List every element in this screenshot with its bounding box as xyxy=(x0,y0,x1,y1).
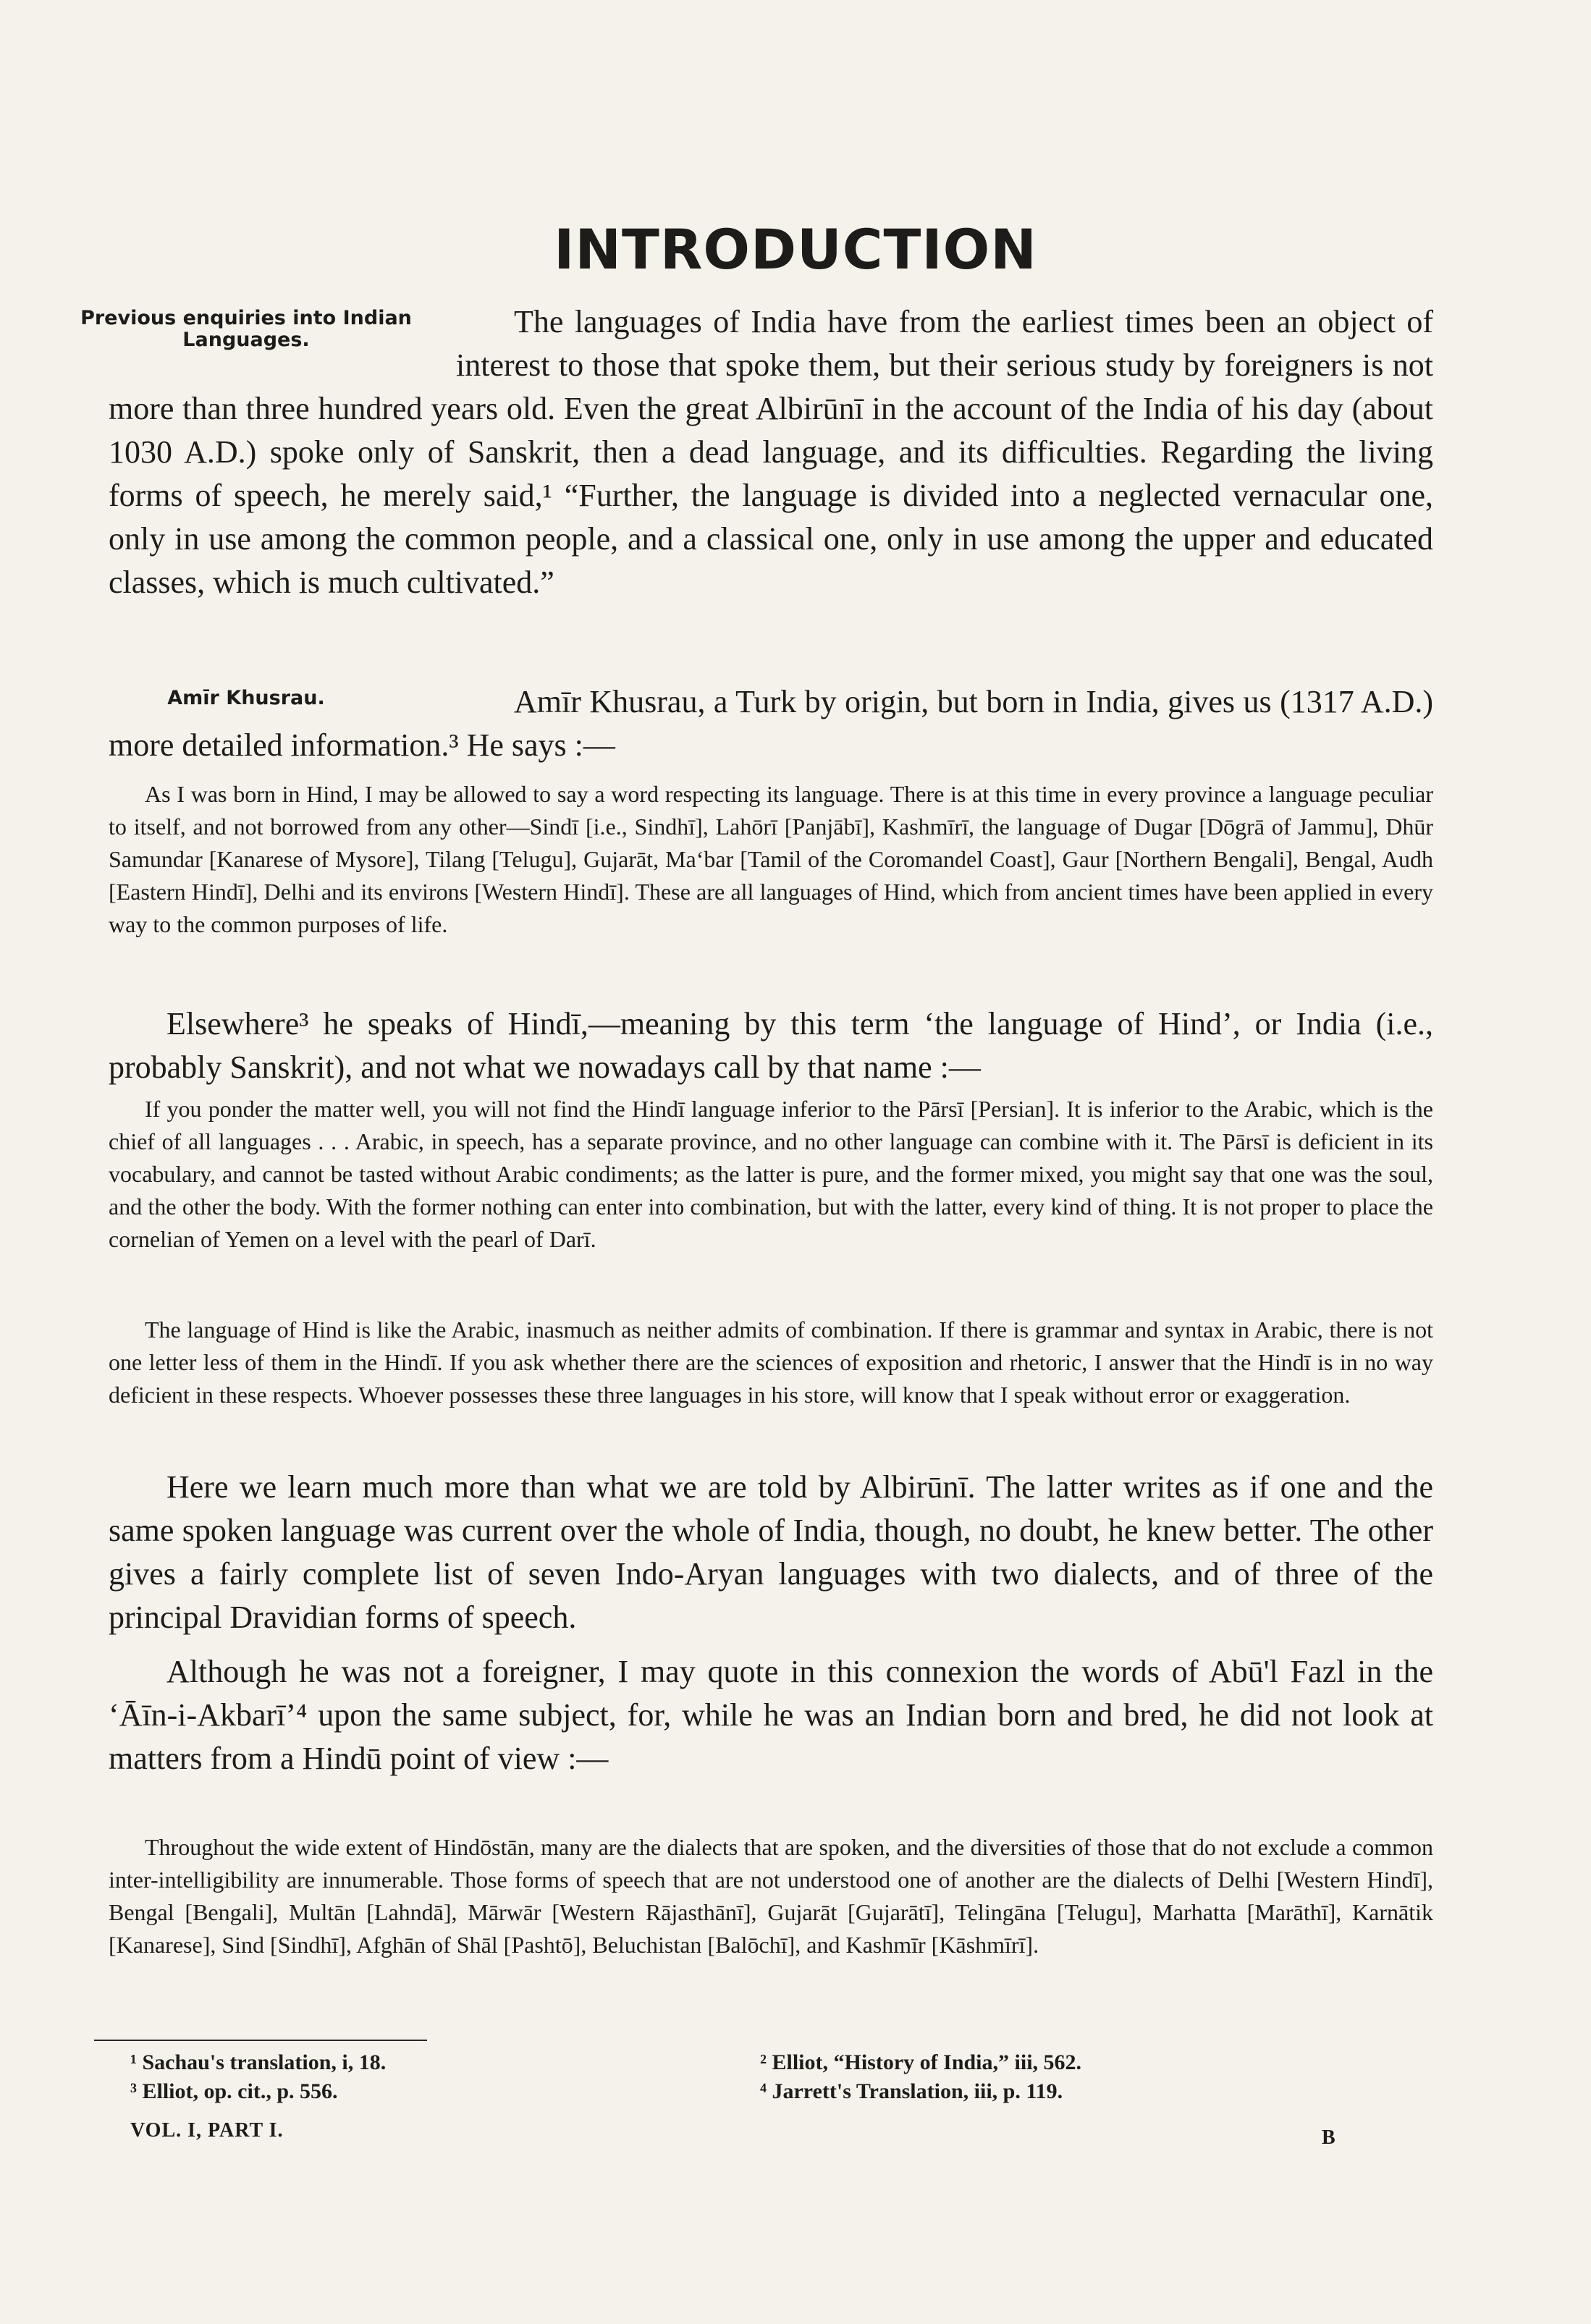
footnote-rule xyxy=(94,2040,427,2041)
footnote-2: ² Elliot, “History of India,” iii, 562. xyxy=(760,2050,1082,2074)
footnote-1: ¹ Sachau's translation, i, 18. xyxy=(130,2050,387,2074)
quote-khusrau-1: As I was born in Hind, I may be allowed to say a word respecting its language. There is at this time in every province a language peculiar to itself, and not borrowed from any other—Sindī [i.e., Sindhī], Lahōrī [Panjābī], Kashmīrī, the language of Dugar [Dōgrā of Jammu], Dhūr Samundar [Kanarese of Mysore], Tilang [Telugu], Gujarāt, Ma‘bar [Tamil of the Coromandel Coast], Gaur [Northern Bengali], Bengal, Audh [Eastern Hindī], Delhi and its environs [Western Hindī]. These are all languages of Hind, which from ancient times have been applied in every way to the common purposes of life. xyxy=(109,781,1433,937)
footnotes-right xyxy=(760,2048,1081,2106)
quote-khusrau-3: The language of Hind is like the Arabic, inasmuch as neither admits of combination. If there is grammar and syntax in Arabic, there is not one letter less of them in the Hindī. If you ask whether there are the sciences of exposition and rhetoric, I answer that the Hindī is in no way deficient in these respects. Whoever possesses these three languages in his store, will know that I speak without error or exaggeration. xyxy=(109,1317,1433,1408)
paragraph-5 xyxy=(109,1650,1433,1780)
quote-abul-fazl: Throughout the wide extent of Hindōstān, many are the dialects that are spoken, and the diversities of those that do not exclude a common inter-intelligibility are innumerable. Those forms of speech that are not understood one of another are the dialects of Delhi [Western Hindī], Bengal [Bengali], Multān [Lahndā], Mārwār [Western Rājasthānī], Gujarāt [Gujarātī], Telingāna [Telugu], Marhatta [Marāthī], Karnātik [Kanarese], Sind [Sindhī], Afghān of Shāl [Pashtō], Beluchistan [Balōchī], and Kashmīr [Kāshmīrī]. xyxy=(109,1834,1433,1958)
signature-mark: B xyxy=(1322,2126,1335,2149)
page-title: INTRODUCTION xyxy=(554,217,1037,282)
paragraph-4: Here we learn much more than what we are told by Albirūnī. The latter writes as if one and the same spoken language was current over the whole of India, though, no doubt, he knew better. The other gives a fairly complete list of seven Indo-Aryan languages with two dialects, and of three of the principal Dravidian forms of speech. xyxy=(109,1469,1433,1635)
paragraph-3: Elsewhere³ he speaks of Hindī,—meaning by this term ‘the language of Hind’, or India (i.e., probably Sanskrit), and not what we nowadays call by that name :— xyxy=(109,1006,1433,1085)
quote-khusrau-2: If you ponder the matter well, you will not find the Hindī language inferior to the Pārsī [Persian]. It is inferior to the Arabic, which is the chief of all languages . . . Arabic, in speech, has a separate province, and no other language can combine with it. The Pārsī is deficient in its vocabulary, and cannot be tasted without Arabic condiments; as the latter is pure, and the former mixed, you might say that one was the soul, and the other the body. With the former nothing can enter into combination, but with the latter, every kind of thing. It is not proper to place the cornelian of Yemen on a level with the pearl of Darī. xyxy=(109,1096,1433,1252)
sidenote-amir-khusrau: Amīr Khusrau. xyxy=(167,687,325,709)
paragraph-2-text: Amīr Khusrau, a Turk by origin, but born in India, gives us (1317 A.D.) more detailed information.³ He says :— xyxy=(109,684,1433,763)
footnote-4: ⁴ Jarrett's Translation, iii, p. 119. xyxy=(760,2079,1063,2103)
paragraph-1-text: The languages of India have from the earliest times been an object of interest to those that spoke them, but their serious study by foreigners is not more than three hundred years old. Even the great Albirūnī in the account of the India of his day (about 1030 A.D.) spoke only of Sanskrit, then a dead language, and its difficulties. Regarding the living forms of speech, he merely said,¹ “Further, the language is divided into a neglected vernacular one, only in use among the common people, and a classical one, only in use among the upper and educated classes, which is much cultivated.” xyxy=(109,304,1433,600)
paragraph-5-text: Although he was not a foreigner, I may quote in this connexion the words of Abū'l Fazl in the ‘Āīn-i-Akbarī’⁴ upon the same subject, for, while he was an Indian born and bred, he did not look at matters from a Hindū point of view :— xyxy=(109,1654,1433,1776)
footnote-3: ³ Elliot, op. cit., p. 556. xyxy=(130,2079,338,2103)
paragraph-2 xyxy=(109,680,1433,767)
volume-line: VOL. I, PART I. xyxy=(130,2119,284,2142)
paragraph-1 xyxy=(80,300,1433,604)
sidenote-previous-enquiries: Previous enquiries into Indian Languages. xyxy=(80,307,412,351)
footnotes-left xyxy=(130,2048,386,2106)
